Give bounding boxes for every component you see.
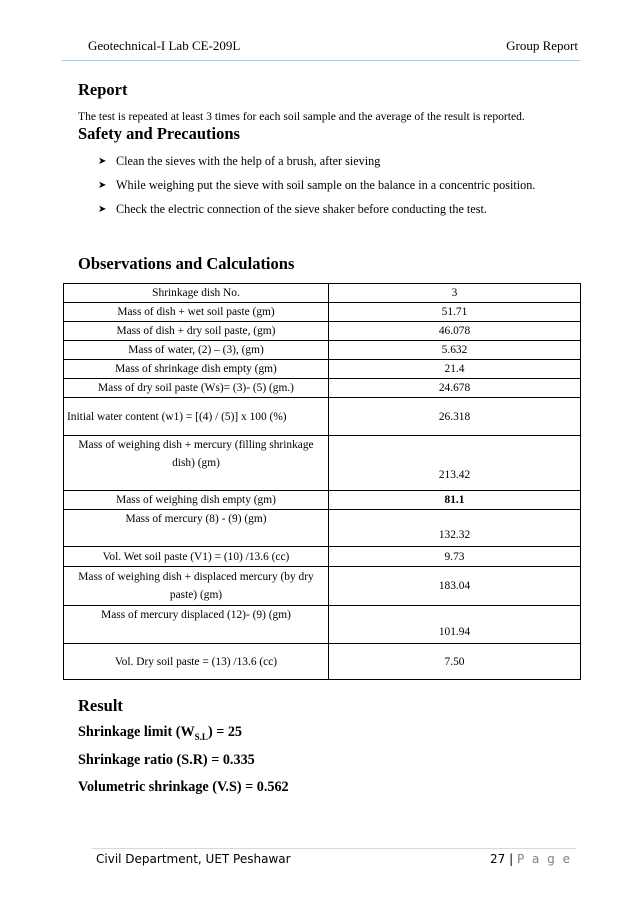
page-number: 27 — [489, 852, 506, 866]
safety-item-text: Check the electric connection of the sieve shaker before conducting the test. — [116, 202, 487, 216]
shrinkage-limit-subscript: S.L — [194, 731, 208, 742]
shrinkage-limit-prefix: Shrinkage limit (W — [78, 724, 195, 740]
row-value: 9.73 — [329, 547, 581, 567]
safety-item-text: Clean the sieves with the help of a brush, after sieving — [116, 154, 381, 168]
row-label: Mass of mercury displaced (12)- (9) (gm) — [64, 606, 329, 644]
shrinkage-limit — [78, 724, 242, 742]
row-label: Mass of weighing dish + displaced mercury (by dry paste) (gm) — [64, 567, 329, 606]
row-label: Initial water content (w1) = [(4) / (5)] x 100 (%) — [64, 398, 329, 436]
arrow-bullet-icon: ➤ — [98, 204, 107, 215]
table-row — [64, 341, 581, 360]
row-value: 46.078 — [329, 322, 581, 341]
safety-heading: Safety and Precautions — [78, 124, 240, 143]
row-value: 51.71 — [329, 303, 581, 322]
header-report-type: Group Report — [506, 38, 578, 53]
table-row — [64, 644, 581, 680]
safety-item-text: While weighing put the sieve with soil sample on the balance in a concentric position. — [116, 178, 536, 192]
row-value: 7.50 — [329, 644, 581, 680]
row-value: 183.04 — [329, 567, 581, 606]
row-value: 24.678 — [329, 379, 581, 398]
row-label: Mass of weighing dish + mercury (filling shrinkage dish) (gm) — [64, 436, 329, 491]
table-row — [64, 491, 581, 510]
row-value: 213.42 — [329, 436, 581, 491]
row-label: Mass of water, (2) – (3), (gm) — [64, 341, 329, 360]
arrow-bullet-icon: ➤ — [98, 180, 107, 191]
safety-item — [98, 154, 535, 178]
shrinkage-limit-suffix: ) = 25 — [207, 724, 243, 740]
safety-item — [98, 178, 535, 202]
table-row — [64, 398, 581, 436]
table-row — [64, 510, 581, 547]
row-label: Mass of mercury (8) - (9) (gm) — [64, 510, 329, 547]
page-separator: | — [509, 852, 514, 866]
footer-divider — [92, 848, 576, 849]
header-course: Geotechnical-I Lab CE-209L — [88, 38, 241, 53]
safety-list — [98, 154, 535, 226]
header-divider — [62, 60, 580, 61]
table-row — [64, 284, 581, 303]
row-label: Vol. Wet soil paste (V1) = (10) /13.6 (cc) — [64, 547, 329, 567]
observations-table — [63, 283, 581, 680]
row-value: 101.94 — [329, 606, 581, 644]
table-row — [64, 606, 581, 644]
row-value: 81.1 — [329, 491, 581, 510]
observations-heading: Observations and Calculations — [78, 254, 295, 273]
table-row — [64, 567, 581, 606]
table-row — [64, 436, 581, 491]
report-text: The test is repeated at least 3 times for each soil sample and the average of the result is reported. — [78, 110, 525, 123]
table-row — [64, 547, 581, 567]
page-header — [88, 38, 578, 54]
row-value: 132.32 — [329, 510, 581, 547]
row-value: 21.4 — [329, 360, 581, 379]
report-heading: Report — [78, 80, 128, 99]
table-row — [64, 360, 581, 379]
table-row — [64, 379, 581, 398]
page-label: P a g e — [516, 852, 572, 866]
result-heading: Result — [78, 696, 123, 715]
row-label: Mass of weighing dish empty (gm) — [64, 491, 329, 510]
table-row — [64, 322, 581, 341]
row-value: 5.632 — [329, 341, 581, 360]
page-number-block — [490, 852, 572, 866]
row-label: Mass of dry soil paste (Ws)= (3)- (5) (gm.) — [64, 379, 329, 398]
footer-department: Civil Department, UET Peshawar — [96, 852, 291, 866]
row-label: Shrinkage dish No. — [64, 284, 329, 303]
row-label: Mass of dish + wet soil paste (gm) — [64, 303, 329, 322]
row-label: Vol. Dry soil paste = (13) /13.6 (cc) — [64, 644, 329, 680]
arrow-bullet-icon: ➤ — [98, 156, 107, 167]
shrinkage-ratio: Shrinkage ratio (S.R) = 0.335 — [78, 752, 255, 768]
safety-item — [98, 202, 535, 226]
row-value: 26.318 — [329, 398, 581, 436]
row-label: Mass of shrinkage dish empty (gm) — [64, 360, 329, 379]
page-footer — [96, 852, 572, 866]
volumetric-shrinkage: Volumetric shrinkage (V.S) = 0.562 — [78, 779, 289, 795]
row-label: Mass of dish + dry soil paste, (gm) — [64, 322, 329, 341]
table-row — [64, 303, 581, 322]
row-value: 3 — [329, 284, 581, 303]
